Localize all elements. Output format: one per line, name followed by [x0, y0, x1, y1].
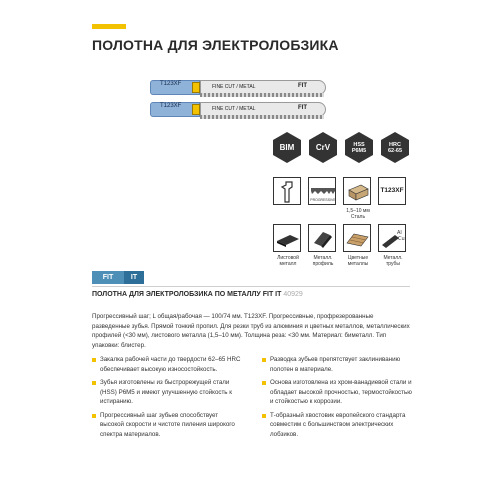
hss-p6m5-badge-icon: HSS P6M5 [344, 131, 374, 164]
feature-item: Т-образный хвостовик европейского стандарта совместим с большинством электрических лобзиков. [262, 411, 412, 440]
blade-label: FINE CUT / METAL [212, 106, 256, 112]
jigsaw-blade-image [150, 78, 328, 97]
materials-row [273, 224, 406, 267]
blade-label: FINE CUT / METAL [212, 84, 256, 90]
metal-profile-icon: Металл. профиль [308, 224, 336, 252]
feature-item: Прогрессивный шаг зубьев способствует высокой скорости и чистоте пиления широкого спектра материалов. [92, 411, 242, 440]
nonferrous-metals-icon: Цветные металлы [343, 224, 371, 252]
metal-pipes-icon: Al Cu Металл. трубы [378, 224, 406, 252]
steel-thickness-icon: 1,5–10 мм Сталь [343, 177, 371, 205]
brand-strip [92, 271, 144, 284]
property-badges [272, 131, 410, 164]
blade-code: T123XF [160, 81, 182, 87]
features-right [262, 355, 412, 443]
features-left [92, 355, 242, 443]
product-code: 40929 [283, 291, 303, 298]
svg-text:Al: Al [397, 230, 402, 236]
jigsaw-blade-image [150, 100, 328, 119]
product-description: Прогрессивный шаг; L общая/рабочая — 100/74 мм. T123XF. Прогрессивные, профрезерованные разведенные зубья. Прямой тонкий пропил. Для резки труб из алюминия и цветных металлов, металлических профилей (<30 мм), листового металла (1,5–10 мм). Толщина реза: <30 мм. Материал: биметалл. Тип упаковки: блистер. [92, 313, 410, 349]
product-title [92, 291, 303, 298]
blade-teeth [200, 93, 324, 97]
title-accent-bar [92, 24, 126, 29]
svg-text:Cu: Cu [398, 236, 405, 242]
page-title: ПОЛОТНА ДЛЯ ЭЛЕКТРОЛОБЗИКА [92, 37, 339, 53]
product-line-badge: IT [124, 271, 144, 284]
feature-item: Основа изготовлена из хром-ванадиевой стали и обладает высокой прочностью, термостойкостью и стойкостью к коррозии. [262, 378, 412, 407]
blade-badge [192, 104, 200, 115]
blade-badge [192, 82, 200, 93]
blade-code: T123XF [160, 103, 182, 109]
blade-teeth [200, 115, 324, 119]
fit-logo: FIT [92, 271, 124, 284]
product-title-text: ПОЛОТНА ДЛЯ ЭЛЕКТРОЛОБЗИКА ПО МЕТАЛЛУ FIT IT [92, 291, 282, 298]
progressive-teeth-icon: PROGRESSIVE [308, 177, 336, 205]
pictogram-row [273, 177, 406, 220]
feature-item: Зубья изготовлены из быстрорежущей стали (HSS) P6M5 и имеют улучшенную стойкость к истиранию. [92, 378, 242, 407]
feature-item: Разводка зубьев препятствует заклиниванию полотен в материале. [262, 355, 412, 374]
jigsaw-shank-icon [273, 177, 301, 205]
blade-brand-logo: FIT [298, 83, 307, 89]
hrc-badge-icon: HRC 62-65 [380, 131, 410, 164]
blade-code-pictogram: T123XF [378, 177, 406, 205]
section-divider [92, 286, 410, 287]
sheet-metal-icon: Листовой металл [273, 224, 301, 252]
blade-brand-logo: FIT [298, 105, 307, 111]
feature-item: Закалка рабочей части до твердости 62–65 HRC обеспечивает высокую износостойкость. [92, 355, 242, 374]
crv-badge-icon: CrV [308, 131, 338, 164]
bim-badge-icon: BIM [272, 131, 302, 164]
